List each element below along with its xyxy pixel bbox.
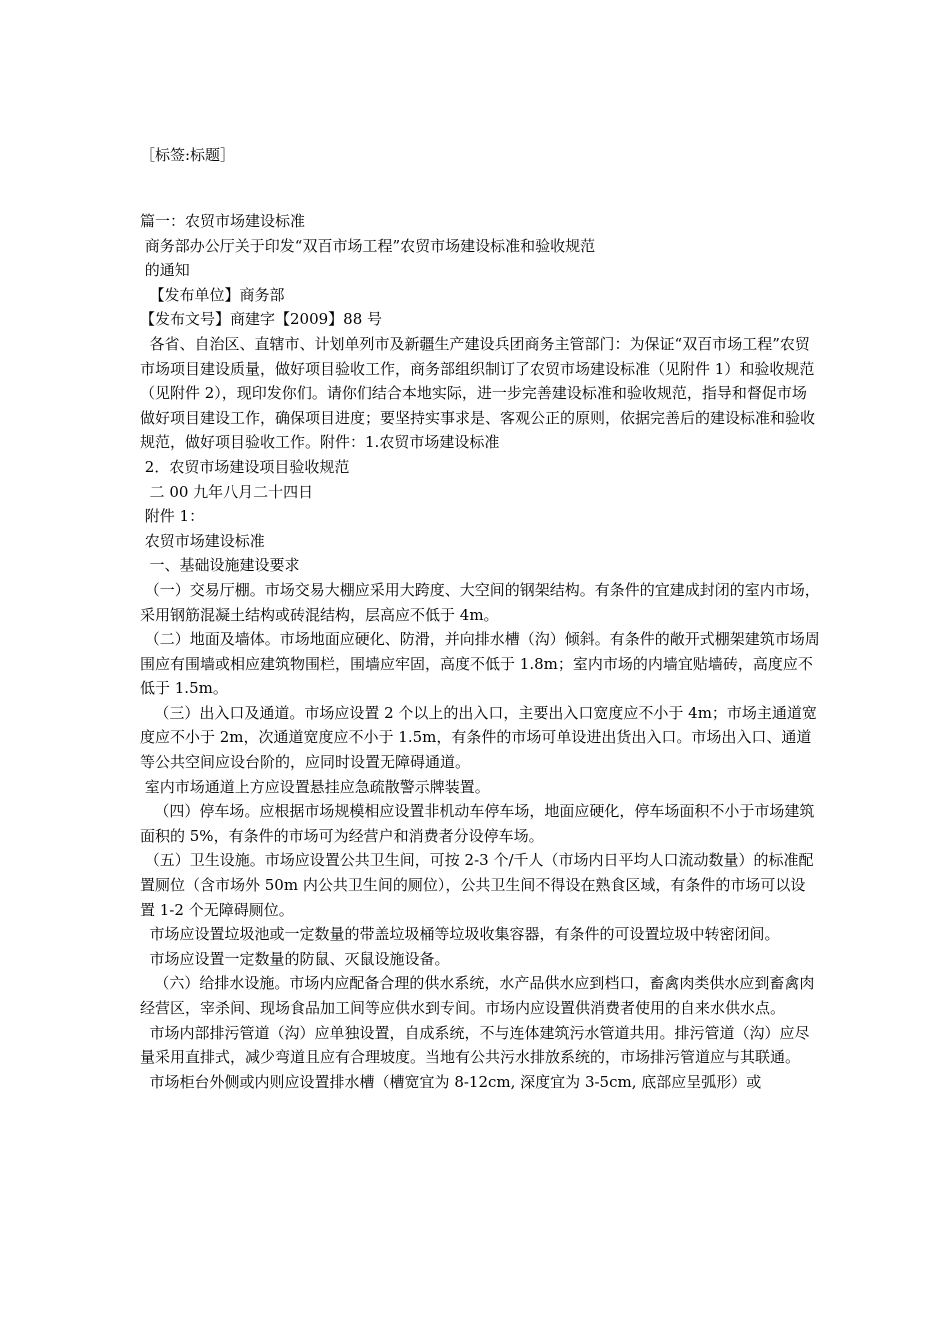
document-body bbox=[140, 209, 820, 1094]
date-line: 二 00 九年八月二十四日 bbox=[140, 482, 314, 501]
section-heading: 篇一：农贸市场建设标准 bbox=[140, 212, 306, 230]
issuing-unit: 【发布单位】商务部 bbox=[140, 285, 285, 304]
attachment-2-line: 2．农贸市场建设项目验收规范 bbox=[140, 457, 350, 476]
item-sanitation: （五）卫生设施。市场应设置公共卫生间，可按 2-3 个/千人（市场内日平均人口流动数量）的标准配置厕位（含市场外 50m 内公共卫生间的厕位），公共卫生间不得设在熟食区域，有条件的市场可以设置 1-2 个无障碍厕位。 bbox=[140, 851, 814, 919]
intro-paragraph: 各省、自治区、直辖市、计划单列市及新疆生产建设兵团商务主管部门：为保证“双百市场工程”农贸市场项目建设质量，做好项目验收工作，商务部组织制订了农贸市场建设标准（见附件 1）和验收规范（见附件 2），现印发你们。请你们结合本地实际，进一步完善建设标准和验收规范，指导和督促市场做好项目建设工作，确保项目进度；要坚持实事求是、客观公正的原则，依据完善后的建设标准和验收规范，做好项目验收工作。附件：1.农贸市场建设标准 bbox=[140, 334, 816, 452]
item-drainage: 市场内部排污管道（沟）应单独设置，自成系统，不与连体建筑污水管道共用。排污管道（沟）应尽量采用直排式，减少弯道且应有合理坡度。当地有公共污水排放系统的，市场排污管道应与其联通。 bbox=[140, 1023, 810, 1067]
item-trading-shed: （一）交易厅棚。市场交易大棚应采用大跨度、大空间的钢架结构。有条件的宜建成封闭的室内市场，采用钢筋混凝土结构或砖混结构，层高应不低于 4m。 bbox=[140, 580, 820, 624]
section-one-heading: 一、基础设施建设要求 bbox=[140, 556, 300, 575]
attachment-1-label: 附件 1： bbox=[140, 507, 205, 526]
item-garbage: 市场应设置垃圾池或一定数量的带盖垃圾桶等垃圾收集容器，有条件的可设置垃圾中转密闭间。 bbox=[140, 925, 780, 944]
item-floor-walls: （二）地面及墙体。市场地面应硬化、防滑，并向排水槽（沟）倾斜。有条件的敞开式棚架建筑市场周围应有围墙或相应建筑物围栏，围墙应牢固，高度不低于 1.8m；室内市场的内墙宜贴墙砖，高度应不低于 1.5m。 bbox=[140, 630, 820, 698]
document-number: 【发布文号】商建字【2009】88 号 bbox=[140, 310, 383, 329]
item-entrances: （三）出入口及通道。市场应设置 2 个以上的出入口，主要出入口宽度应不小于 4m；市场主通道宽度应不小于 2m，次通道宽度应不小于 1.5m，有条件的市场可单设进出货出入口。市场出入口、通道等公共空间应设台阶的，应同时设置无障碍通道。 bbox=[140, 703, 817, 772]
notice-title-line-2: 的通知 bbox=[140, 261, 190, 280]
item-water-supply: （六）给排水设施。市场内应配备合理的供水系统，水产品供水应到档口，畜禽肉类供水应到畜禽肉经营区，宰杀间、现场食品加工间等应供水到专间。市场内应设置供消费者使用的自来水供水点。 bbox=[140, 974, 815, 1017]
item-rodent-control: 市场应设置一定数量的防鼠、灭鼠设施设备。 bbox=[140, 949, 450, 968]
standard-title: 农贸市场建设标准 bbox=[140, 531, 265, 550]
label-tag: ［标签:标题］ bbox=[140, 146, 236, 164]
item-evacuation-signs: 室内市场通道上方应设置悬挂应急疏散警示牌装置。 bbox=[140, 777, 490, 796]
item-parking: （四）停车场。应根据市场规模相应设置非机动车停车场，地面应硬化，停车场面积不小于市场建筑面积的 5%，有条件的市场可为经营户和消费者分设停车场。 bbox=[140, 802, 815, 845]
notice-title-line-1: 商务部办公厅关于印发“双百市场工程”农贸市场建设标准和验收规范 bbox=[140, 236, 596, 255]
item-drain-channel: 市场柜台外侧或内则应设置排水槽（槽宽宜为 8-12cm, 深度宜为 3-5cm, 底部应呈弧形）或 bbox=[140, 1072, 762, 1091]
